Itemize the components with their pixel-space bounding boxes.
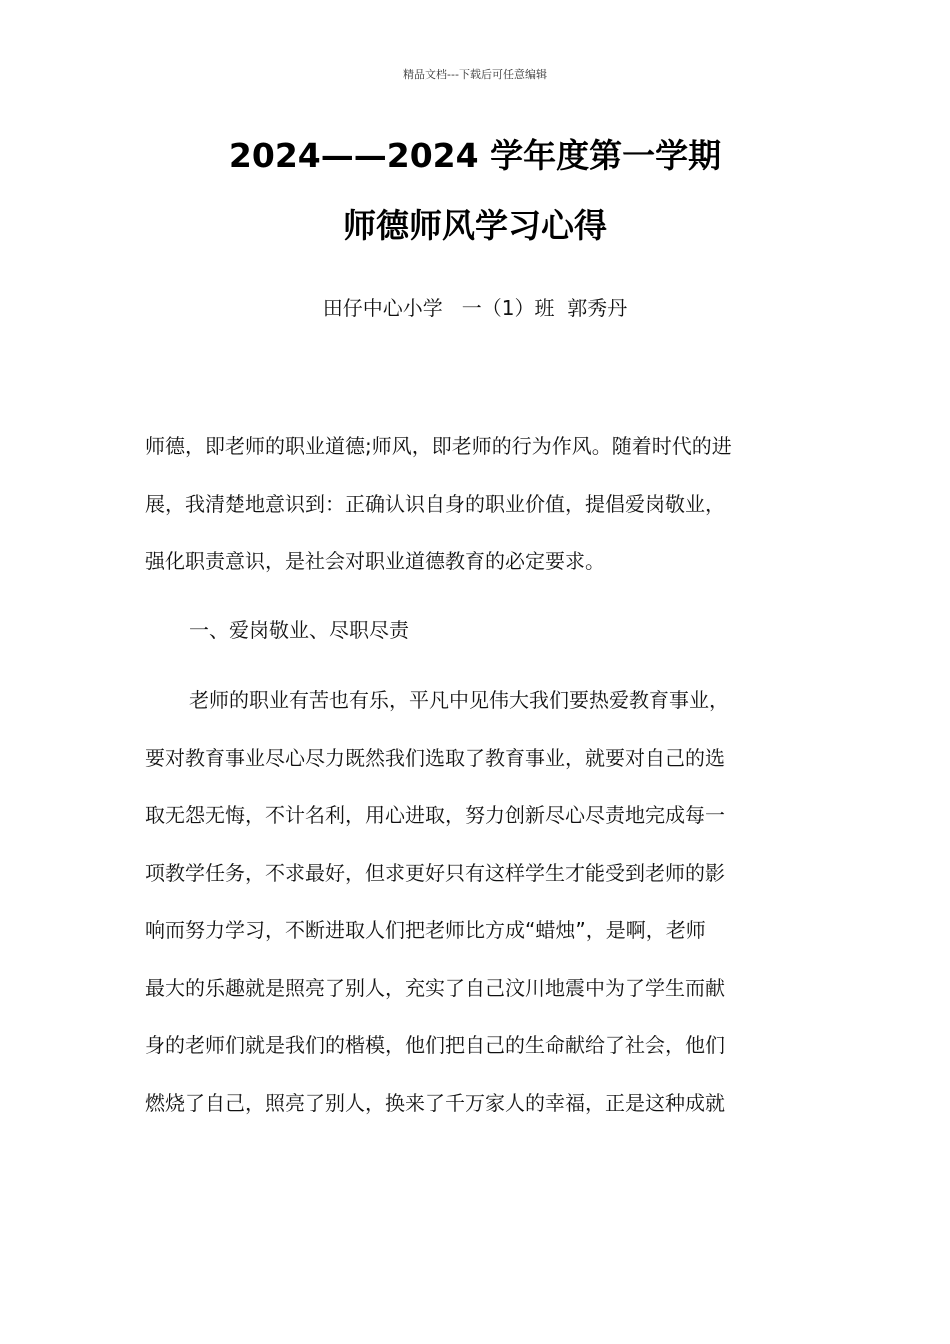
document-title-line-2: 师德师风学习心得 xyxy=(343,206,607,245)
page-header-note: 精品文档---下载后可任意编辑 xyxy=(403,68,547,81)
paragraph-line: 取无怨无悔，不计名利，用心进取，努力创新尽心尽责地完成每一 xyxy=(145,803,725,827)
author-line: 田仔中心小学 一（1）班 郭秀丹 xyxy=(322,296,628,320)
intro-line: 展，我清楚地意识到：正确认识自身的职业价值，提倡爱岗敬业， xyxy=(145,491,725,516)
section-1-paragraph xyxy=(145,672,805,1132)
paragraph-line: 项教学任务，不求最好，但求更好只有这样学生才能受到老师的影 xyxy=(145,860,725,885)
paragraph-line: 燃烧了自己，照亮了别人，换来了千万家人的幸福，正是这种成就 xyxy=(145,1090,725,1115)
paragraph-line: 老师的职业有苦也有乐，平凡中见伟大我们要热爱教育事业， xyxy=(189,688,729,712)
section-heading xyxy=(145,602,805,660)
paragraph-line: 最大的乐趣就是照亮了别人，充实了自己汶川地震中为了学生而献 xyxy=(145,975,725,1000)
paragraph-line: 响而努力学习，不断进取人们把老师比方成“蜡烛”，是啊，老师 xyxy=(145,918,706,942)
section-1-heading: 一、爱岗敬业、尽职尽责 xyxy=(189,618,409,642)
intro-line: 强化职责意识，是社会对职业道德教育的必定要求。 xyxy=(145,549,605,573)
paragraph-line: 身的老师们就是我们的楷模，他们把自己的生命献给了社会，他们 xyxy=(145,1033,725,1057)
paragraph-line: 要对教育事业尽心尽力既然我们选取了教育事业，就要对自己的选 xyxy=(145,745,725,770)
intro-line: 师德，即老师的职业道德;师风，即老师的行为作风。随着时代的进 xyxy=(145,434,732,458)
intro-paragraph xyxy=(145,418,805,591)
document-title-line-1: 2024——2024 学年度第一学期 xyxy=(228,136,722,175)
